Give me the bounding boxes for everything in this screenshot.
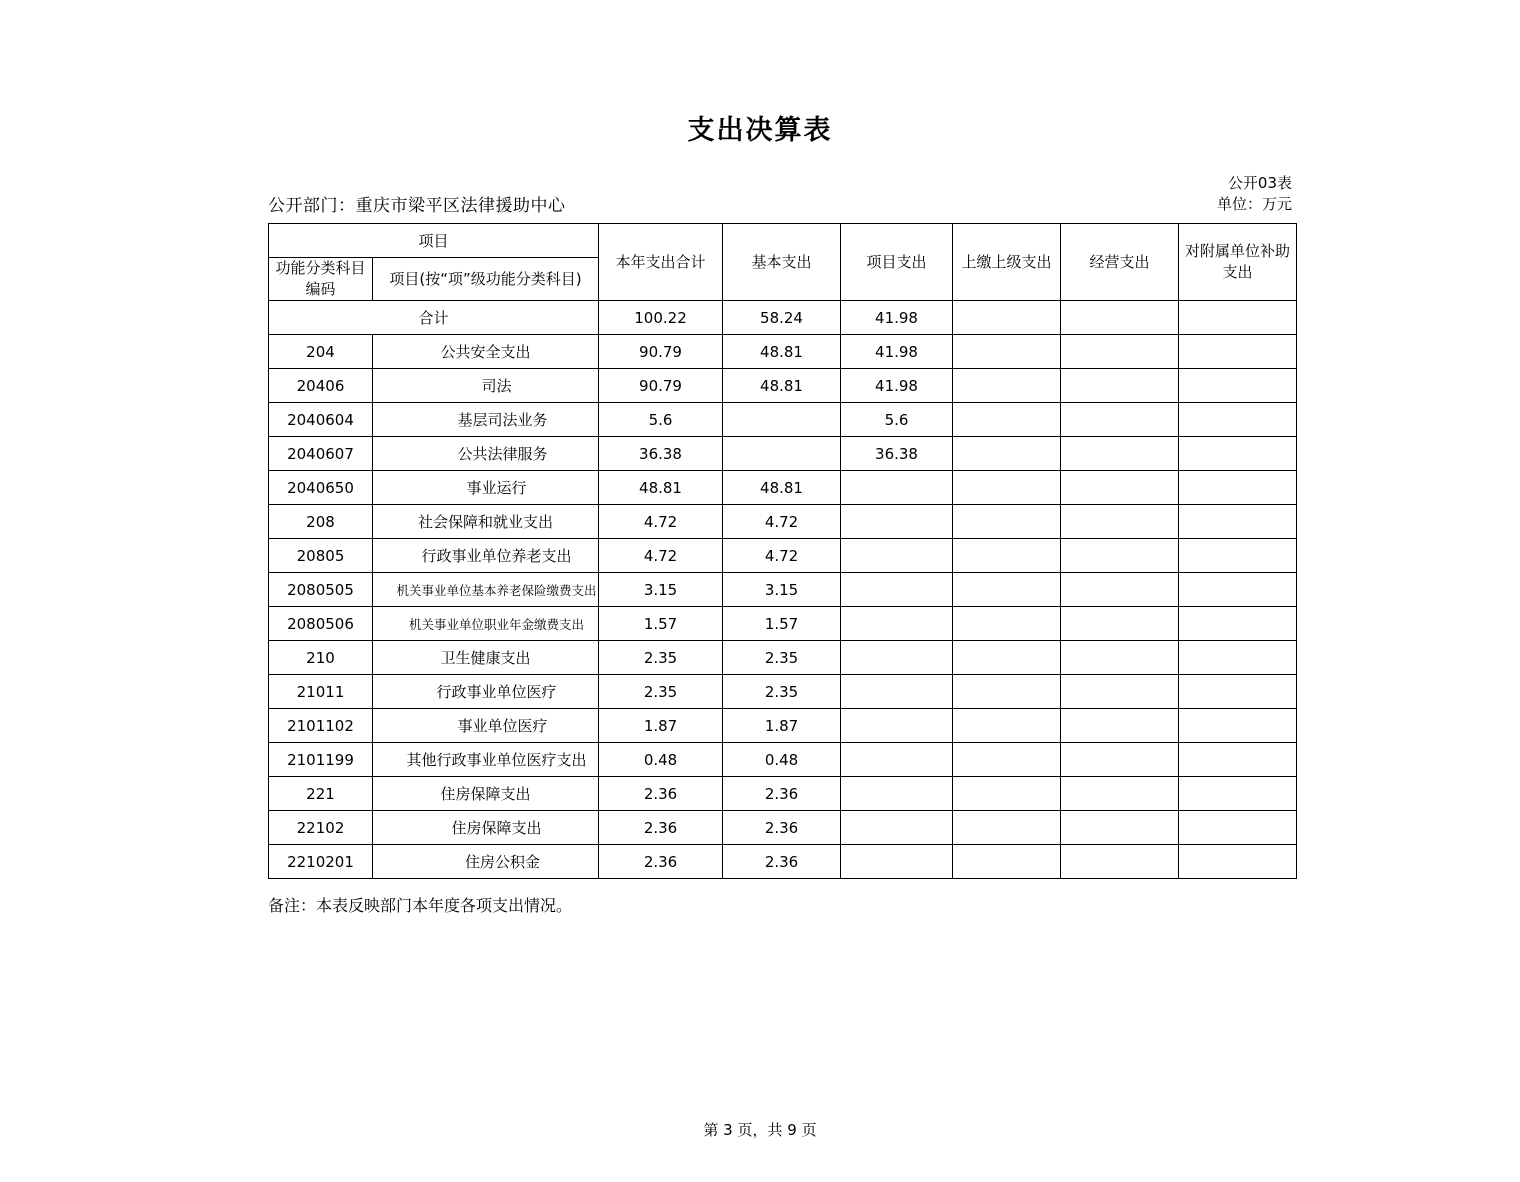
row-project (841, 641, 953, 675)
row-basic (723, 437, 841, 471)
expenditure-table (268, 223, 1297, 879)
row-operating (1061, 845, 1179, 879)
row-basic: 2.36 (723, 777, 841, 811)
row-code: 208 (269, 505, 373, 539)
table-row (269, 471, 1297, 505)
row-basic: 3.15 (723, 573, 841, 607)
total-project: 41.98 (841, 301, 953, 335)
table-row (269, 335, 1297, 369)
row-operating (1061, 573, 1179, 607)
row-subsidy (1179, 743, 1297, 777)
table-row (269, 539, 1297, 573)
row-operating (1061, 777, 1179, 811)
row-project (841, 675, 953, 709)
row-name: 其他行政事业单位医疗支出 (373, 743, 599, 777)
row-subsidy (1179, 811, 1297, 845)
row-remit (953, 641, 1061, 675)
header-subsidy: 对附属单位补助支出 (1179, 224, 1297, 301)
total-total: 100.22 (599, 301, 723, 335)
row-operating (1061, 505, 1179, 539)
row-project: 41.98 (841, 369, 953, 403)
row-name: 行政事业单位医疗 (373, 675, 599, 709)
row-project (841, 607, 953, 641)
row-name: 公共安全支出 (373, 335, 599, 369)
row-basic: 0.48 (723, 743, 841, 777)
row-operating (1061, 437, 1179, 471)
table-row (269, 369, 1297, 403)
row-project (841, 539, 953, 573)
table-row (269, 641, 1297, 675)
row-project (841, 777, 953, 811)
row-remit (953, 403, 1061, 437)
table-row (269, 709, 1297, 743)
row-subsidy (1179, 539, 1297, 573)
row-basic: 2.35 (723, 641, 841, 675)
total-label: 合计 (269, 301, 599, 335)
row-subsidy (1179, 369, 1297, 403)
table-row (269, 505, 1297, 539)
row-total: 90.79 (599, 335, 723, 369)
header-total: 本年支出合计 (599, 224, 723, 301)
row-operating (1061, 471, 1179, 505)
row-project (841, 471, 953, 505)
row-total: 2.36 (599, 845, 723, 879)
row-subsidy (1179, 641, 1297, 675)
department-label: 公开部门： (268, 196, 356, 216)
department-line (268, 191, 566, 216)
row-basic (723, 403, 841, 437)
row-name: 行政事业单位养老支出 (373, 539, 599, 573)
row-total: 3.15 (599, 573, 723, 607)
row-basic: 2.36 (723, 811, 841, 845)
row-name: 基层司法业务 (373, 403, 599, 437)
row-operating (1061, 811, 1179, 845)
table-row (269, 437, 1297, 471)
row-total: 2.36 (599, 777, 723, 811)
row-name: 住房保障支出 (373, 777, 599, 811)
row-code: 210 (269, 641, 373, 675)
header-remit: 上缴上级支出 (953, 224, 1061, 301)
table-row (269, 675, 1297, 709)
total-remit (953, 301, 1061, 335)
row-remit (953, 335, 1061, 369)
row-basic: 4.72 (723, 505, 841, 539)
row-total: 4.72 (599, 505, 723, 539)
row-code: 2040604 (269, 403, 373, 437)
table-row (269, 777, 1297, 811)
row-code: 2040650 (269, 471, 373, 505)
table-note: 备注：本表反映部门本年度各项支出情况。 (268, 896, 573, 915)
row-total: 1.57 (599, 607, 723, 641)
row-remit (953, 845, 1061, 879)
row-total: 4.72 (599, 539, 723, 573)
row-project (841, 573, 953, 607)
row-basic: 48.81 (723, 471, 841, 505)
row-total: 0.48 (599, 743, 723, 777)
document-meta (0, 174, 1520, 223)
row-remit (953, 811, 1061, 845)
table-row (269, 573, 1297, 607)
row-remit (953, 607, 1061, 641)
row-total: 2.36 (599, 811, 723, 845)
row-basic: 2.35 (723, 675, 841, 709)
row-code: 2101102 (269, 709, 373, 743)
row-total: 5.6 (599, 403, 723, 437)
row-project (841, 743, 953, 777)
row-project (841, 505, 953, 539)
row-code: 2040607 (269, 437, 373, 471)
row-subsidy (1179, 505, 1297, 539)
row-remit (953, 573, 1061, 607)
table-row (269, 845, 1297, 879)
header-project: 项目支出 (841, 224, 953, 301)
row-subsidy (1179, 777, 1297, 811)
row-code: 221 (269, 777, 373, 811)
row-operating (1061, 709, 1179, 743)
row-basic: 2.36 (723, 845, 841, 879)
row-name: 事业运行 (373, 471, 599, 505)
row-code: 21011 (269, 675, 373, 709)
row-subsidy (1179, 573, 1297, 607)
row-remit (953, 743, 1061, 777)
row-subsidy (1179, 709, 1297, 743)
row-total: 48.81 (599, 471, 723, 505)
row-name: 住房保障支出 (373, 811, 599, 845)
row-total: 2.35 (599, 675, 723, 709)
row-remit (953, 539, 1061, 573)
document-page (0, 108, 1520, 1182)
row-name: 住房公积金 (373, 845, 599, 879)
header-basic: 基本支出 (723, 224, 841, 301)
row-code: 2080505 (269, 573, 373, 607)
row-name: 机关事业单位基本养老保险缴费支出 (373, 573, 599, 607)
table-row (269, 743, 1297, 777)
header-operating: 经营支出 (1061, 224, 1179, 301)
table-row (269, 403, 1297, 437)
row-subsidy (1179, 403, 1297, 437)
row-code: 22102 (269, 811, 373, 845)
row-subsidy (1179, 607, 1297, 641)
row-operating (1061, 641, 1179, 675)
row-code: 2210201 (269, 845, 373, 879)
row-remit (953, 709, 1061, 743)
table-row-total (269, 301, 1297, 335)
row-subsidy (1179, 471, 1297, 505)
row-basic: 4.72 (723, 539, 841, 573)
row-project: 5.6 (841, 403, 953, 437)
row-operating (1061, 369, 1179, 403)
unit-note: 单位：万元 (1216, 195, 1292, 213)
page-title: 支出决算表 (687, 115, 833, 146)
row-code: 20805 (269, 539, 373, 573)
row-operating (1061, 403, 1179, 437)
row-code: 2101199 (269, 743, 373, 777)
row-total: 2.35 (599, 641, 723, 675)
row-subsidy (1179, 437, 1297, 471)
row-code: 2080506 (269, 607, 373, 641)
page-footer: 第 3 页，共 9 页 (703, 1121, 817, 1139)
header-name: 项目(按“项”级功能分类科目) (373, 258, 599, 301)
table-header-row-1 (269, 224, 1297, 258)
row-operating (1061, 743, 1179, 777)
table-row (269, 811, 1297, 845)
total-operating (1061, 301, 1179, 335)
header-code: 功能分类科目编码 (269, 258, 373, 301)
row-total: 36.38 (599, 437, 723, 471)
total-basic: 58.24 (723, 301, 841, 335)
row-name: 机关事业单位职业年金缴费支出 (373, 607, 599, 641)
row-name: 公共法律服务 (373, 437, 599, 471)
row-remit (953, 675, 1061, 709)
row-subsidy (1179, 845, 1297, 879)
row-name: 司法 (373, 369, 599, 403)
row-operating (1061, 675, 1179, 709)
row-basic: 1.87 (723, 709, 841, 743)
row-code: 20406 (269, 369, 373, 403)
row-remit (953, 369, 1061, 403)
row-total: 1.87 (599, 709, 723, 743)
row-subsidy (1179, 675, 1297, 709)
row-operating (1061, 335, 1179, 369)
row-operating (1061, 539, 1179, 573)
row-name: 事业单位医疗 (373, 709, 599, 743)
row-basic: 48.81 (723, 335, 841, 369)
form-number: 公开03表 (1227, 174, 1292, 192)
department-name: 重庆市梁平区法律援助中心 (355, 196, 566, 216)
row-name: 卫生健康支出 (373, 641, 599, 675)
row-project (841, 811, 953, 845)
row-name: 社会保障和就业支出 (373, 505, 599, 539)
header-group-item: 项目 (269, 224, 599, 258)
row-project: 36.38 (841, 437, 953, 471)
row-basic: 1.57 (723, 607, 841, 641)
row-remit (953, 437, 1061, 471)
form-meta (1217, 173, 1292, 215)
row-remit (953, 471, 1061, 505)
table-row (269, 607, 1297, 641)
row-project (841, 709, 953, 743)
row-subsidy (1179, 335, 1297, 369)
row-remit (953, 505, 1061, 539)
row-total: 90.79 (599, 369, 723, 403)
row-project: 41.98 (841, 335, 953, 369)
row-remit (953, 777, 1061, 811)
row-basic: 48.81 (723, 369, 841, 403)
row-project (841, 845, 953, 879)
row-operating (1061, 607, 1179, 641)
table-body (269, 301, 1297, 879)
total-subsidy (1179, 301, 1297, 335)
row-code: 204 (269, 335, 373, 369)
